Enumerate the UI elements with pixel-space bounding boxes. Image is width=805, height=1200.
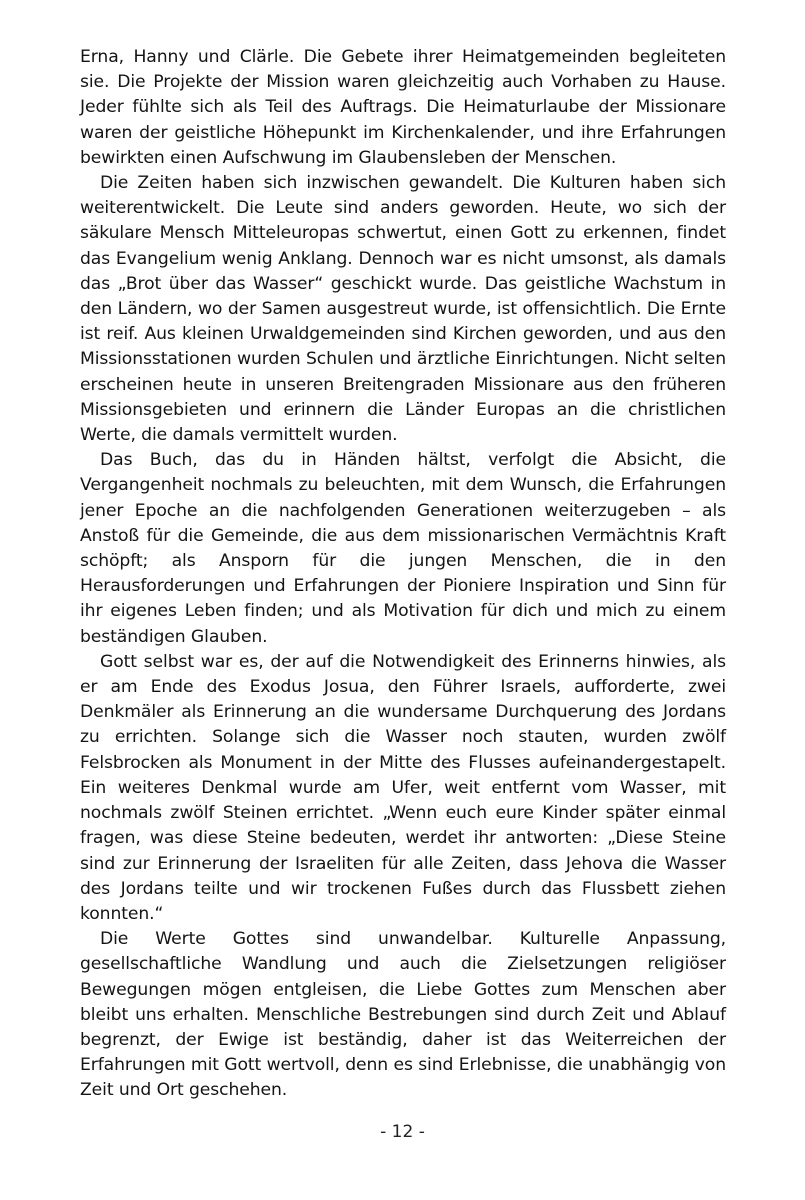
paragraph-3: Das Buch, das du in Händen hältst, verfolgt die Absicht, die Vergangenheit nochmals zu beleuchten, mit dem Wunsch, die Erfahrungen jener Epoche an die nachfolgenden Generationen weiterzugeben – als Anstoß für die Gemeinde, die aus dem missionarischen Vermächtnis Kraft schöpft; als Ansporn für die jungen Menschen, die in den Herausforderungen und Erfahrungen der Pioniere Inspiration und Sinn für ihr eigenes Leben finden; und als Motivation für dich und mich zu einem beständigen Glauben. <box>80 450 726 647</box>
page-body <box>80 45 726 1104</box>
paragraph-2: Die Zeiten haben sich inzwischen gewandelt. Die Kulturen haben sich weiterentwickelt. Die Leute sind anders geworden. Heute, wo sich der säkulare Mensch Mitteleuropas schwertut, einen Gott zu erkennen, findet das Evangelium wenig Anklang. Dennoch war es nicht umsonst, als damals das „Brot über das Wasser“ geschickt wurde. Das geistliche Wachstum in den Ländern, wo der Samen ausgestreut wurde, ist offensichtlich. Die Ernte ist reif. Aus kleinen Urwaldgemeinden sind Kirchen geworden, und aus den Missionsstationen wurden Schulen und ärztliche Einrichtungen. Nicht selten erscheinen heute in unseren Breitengraden Missionare aus den früheren Missionsgebieten und erinnern die Länder Europas an die christlichen Werte, die damals vermittelt wurden. <box>80 173 726 446</box>
paragraph-4: Gott selbst war es, der auf die Notwendigkeit des Erinnerns hinwies, als er am Ende des Exodus Josua, den Führer Israels, aufforderte, zwei Denkmäler als Erinnerung an die wundersame Durchquerung des Jordans zu errichten. Solange sich die Wasser noch stauten, wurden zwölf Felsbrocken als Monument in der Mitte des Flusses aufeinandergestapelt. Ein weiteres Denkmal wurde am Ufer, weit entfernt vom Wasser, mit nochmals zwölf Steinen errichtet. „Wenn euch eure Kinder später einmal fragen, was diese Steine bedeuten, werdet ihr antworten: „Diese Steine sind zur Erinnerung der Israeliten für alle Zeiten, dass Jehova die Wasser des Jordans teilte und wir trockenen Fußes durch das Flussbett ziehen konnten.“ <box>80 651 726 924</box>
page-number: - 12 - <box>380 1122 425 1142</box>
paragraph-1: Erna, Hanny und Clärle. Die Gebete ihrer Heimatgemeinden begleiteten sie. Die Projekte der Mission waren gleichzeitig auch Vorhaben zu Hause. Jeder fühlte sich als Teil des Auftrags. Die Heimaturlaube der Missionare waren der geistliche Höhepunkt im Kirchenkalender, und ihre Erfahrungen bewirkten einen Aufschwung im Glaubensleben der Menschen. <box>80 47 726 168</box>
paragraph-5: Die Werte Gottes sind unwandelbar. Kulturelle Anpassung, gesellschaftliche Wandlung und auch die Zielsetzungen religiöser Bewegungen mögen entgleisen, die Liebe Gottes zum Menschen aber bleibt uns erhalten. Menschliche Bestrebungen sind durch Zeit und Ablauf begrenzt, der Ewige ist beständig, daher ist das Weiterreichen der Erfahrungen mit Gott wertvoll, denn es sind Erlebnisse, die unabhängig von Zeit und Ort geschehen. <box>80 929 726 1101</box>
